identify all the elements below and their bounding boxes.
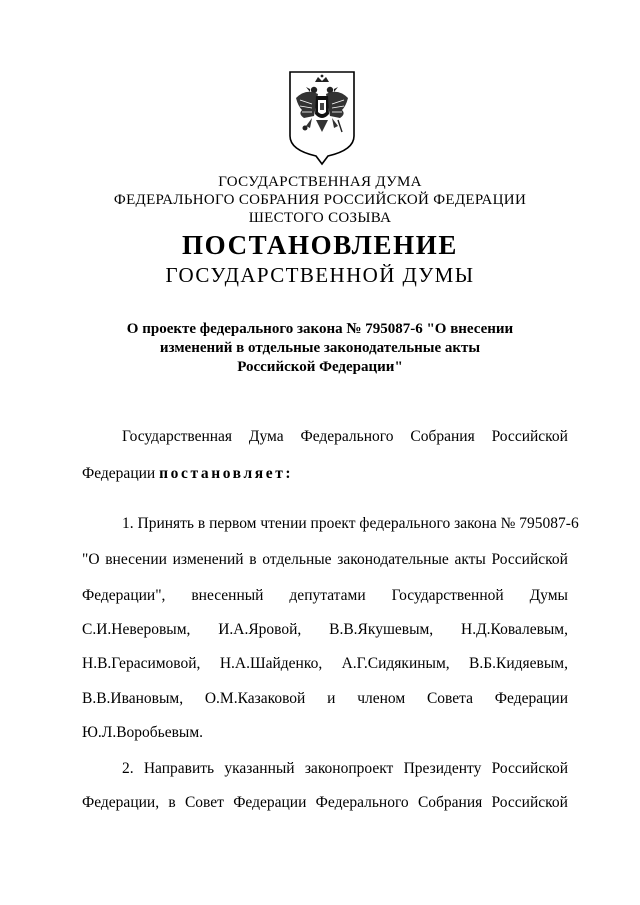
word: Федерального bbox=[315, 794, 409, 811]
deputy-name: В.Б.Кидяевым, bbox=[469, 655, 568, 672]
word: Федерального bbox=[300, 428, 394, 445]
word: внесенный bbox=[191, 587, 264, 604]
word: членом bbox=[357, 690, 406, 707]
word: указанный bbox=[224, 760, 295, 777]
paragraph-2-line-1 bbox=[122, 760, 568, 778]
subject-line-1: О проекте федерального закона № 795087-6 "О внесении bbox=[126, 321, 514, 337]
word: депутатами bbox=[289, 587, 366, 604]
paragraph-1-line-3 bbox=[82, 587, 568, 605]
word: Собрания bbox=[417, 794, 483, 811]
resolves-keyword: постановляет: bbox=[159, 465, 294, 482]
word: Российской bbox=[491, 794, 568, 811]
paragraph-1-line-4 bbox=[82, 621, 568, 639]
coat-of-arms-emblem bbox=[288, 70, 356, 166]
paragraph-1-line-1: 1. Принять в первом чтении проект федерального закона № 795087-6 bbox=[122, 515, 579, 532]
word: Государственная bbox=[122, 428, 233, 445]
word: Думы bbox=[529, 587, 568, 604]
word: законодательные bbox=[337, 551, 449, 568]
document-subtitle: ГОСУДАРСТВЕННОЙ ДУМЫ bbox=[165, 263, 475, 287]
issuer-line-2: ФЕДЕРАЛЬНОГО СОБРАНИЯ РОССИЙСКОЙ ФЕДЕРАЦИИ bbox=[113, 192, 527, 208]
issuer-line-1: ГОСУДАРСТВЕННАЯ ДУМА bbox=[218, 174, 422, 190]
word: внесении bbox=[105, 551, 167, 568]
deputy-name: И.А.Яровой, bbox=[218, 621, 302, 638]
word: Совета bbox=[426, 690, 474, 707]
word: изменений bbox=[172, 551, 244, 568]
word: 2. bbox=[122, 760, 134, 777]
word: законопроект bbox=[304, 760, 394, 777]
subject-line-3: Российской Федерации" bbox=[237, 359, 403, 375]
word: Российской bbox=[491, 551, 568, 568]
word: Государственной bbox=[391, 587, 504, 604]
word: Федерации, bbox=[82, 794, 160, 811]
word: Федерации", bbox=[82, 587, 166, 604]
word: О.М.Казаковой bbox=[204, 690, 306, 707]
word: акты bbox=[454, 551, 486, 568]
deputy-name: А.Г.Сидякиным, bbox=[341, 655, 450, 672]
word: "О bbox=[82, 551, 100, 568]
word: В.В.Ивановым, bbox=[82, 690, 184, 707]
word: в bbox=[249, 551, 257, 568]
intro-line-1 bbox=[122, 428, 568, 446]
deputy-name: Н.Д.Ковалевым, bbox=[461, 621, 568, 638]
paragraph-1-line-7: Ю.Л.Воробьевым. bbox=[82, 724, 204, 741]
word: Российской bbox=[491, 760, 568, 777]
paragraph-2-line-2 bbox=[82, 794, 568, 812]
word: и bbox=[327, 690, 336, 707]
word: Федерации bbox=[233, 794, 307, 811]
document-title: ПОСТАНОВЛЕНИЕ bbox=[182, 230, 458, 260]
word: Дума bbox=[248, 428, 284, 445]
deputy-name: Н.В.Герасимовой, bbox=[82, 655, 201, 672]
word: в bbox=[168, 794, 176, 811]
word: отдельные bbox=[262, 551, 332, 568]
word: Совет bbox=[184, 794, 224, 811]
paragraph-1-line-6 bbox=[82, 690, 568, 708]
deputy-name: В.В.Якушевым, bbox=[329, 621, 434, 638]
subject-line-2: изменений в отдельные законодательные акты bbox=[159, 340, 481, 356]
paragraph-1-line-2 bbox=[82, 551, 568, 569]
deputy-name: Н.А.Шайденко, bbox=[219, 655, 323, 672]
word: Собрания bbox=[410, 428, 475, 445]
word: Федерации bbox=[494, 690, 568, 707]
convocation-line: ШЕСТОГО СОЗЫВА bbox=[248, 210, 392, 226]
paragraph-1-line-5 bbox=[82, 655, 568, 673]
intro-line-2 bbox=[82, 465, 293, 483]
word: Российской bbox=[491, 428, 568, 445]
word: Президенту bbox=[403, 760, 482, 777]
word: Направить bbox=[143, 760, 215, 777]
intro-text: Федерации bbox=[82, 465, 160, 482]
deputy-name: С.И.Неверовым, bbox=[82, 621, 191, 638]
